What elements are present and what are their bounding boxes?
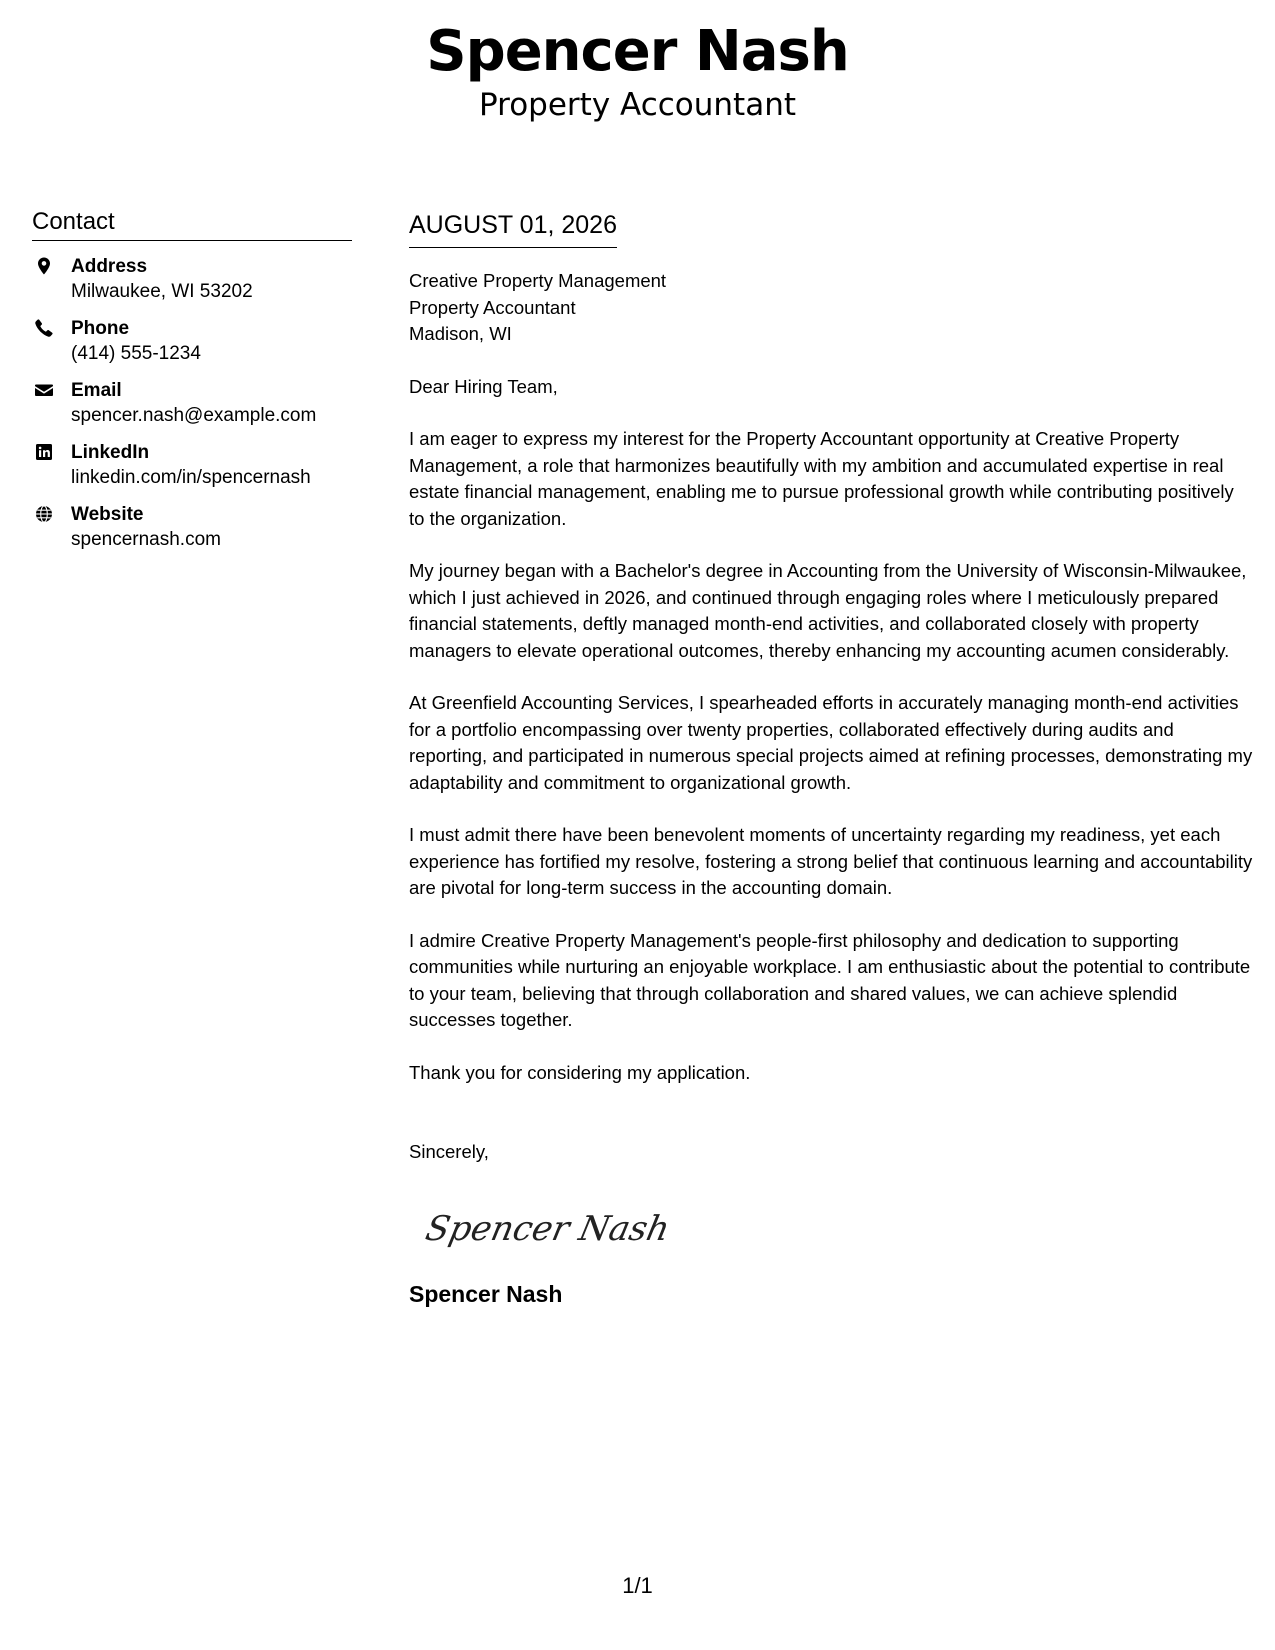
applicant-title: Property Accountant [479, 87, 796, 123]
contact-value: spencer.nash@example.com [71, 405, 317, 426]
letter-date: AUGUST 01, 2026 [409, 210, 617, 248]
letter-body [409, 210, 1254, 1308]
letter-header [0, 18, 1275, 124]
contact-label: LinkedIn [71, 442, 150, 463]
contact-value: (414) 555-1234 [71, 343, 201, 364]
contact-sidebar [32, 208, 352, 552]
paragraph: My journey began with a Bachelor's degree in Accounting from the University of Wisconsin-Milwaukee, which I just achieved in 2026, and continued through engaging roles where I meticulously prepared financial statements, deftly managed month-end activities, and collaborated closely with property managers to elevate operational outcomes, thereby enhancing my accounting acumen considerably. [409, 560, 1247, 661]
contact-label: Address [71, 256, 148, 277]
paragraph: At Greenfield Accounting Services, I spearheaded efforts in accurately managing month-end activities for a portfolio encompassing over twenty properties, collaborated effectively during audits and reporting, and participated in numerous special projects aimed at refining processes, demonstrating my adaptability and commitment to organizational growth. [409, 692, 1253, 793]
contact-heading: Contact [32, 208, 352, 241]
paragraph: I am eager to express my interest for the Property Accountant opportunity at Creative Property Management, a role that harmonizes beautifully with my ambition and accumulated expertise in real estate financial management, enabling me to pursue professional growth while contributing positively to the organization. [409, 428, 1234, 529]
recipient-block [409, 268, 1254, 348]
contact-label: Email [71, 380, 122, 401]
recipient-location: Madison, WI [409, 323, 512, 344]
contact-value: Milwaukee, WI 53202 [71, 281, 253, 302]
recipient-position: Property Accountant [409, 296, 576, 318]
recipient-company: Creative Property Management [409, 270, 667, 291]
envelope-icon [34, 380, 54, 400]
paragraph: Thank you for considering my application. [409, 1061, 751, 1083]
contact-item-email [32, 378, 352, 428]
signature-text: Spencer Nash [422, 1208, 674, 1249]
location-pin-icon [34, 256, 54, 276]
handwritten-signature [422, 1198, 1254, 1258]
globe-icon [34, 504, 54, 524]
contact-item-phone [32, 316, 352, 366]
page-indicator: 1/1 [622, 1573, 653, 1598]
contact-label: Phone [71, 318, 130, 339]
phone-icon [34, 318, 54, 338]
applicant-name: Spencer Nash [426, 19, 849, 84]
paragraph: I must admit there have been benevolent moments of uncertainty regarding my readiness, yet each experience has fortified my resolve, fostering a strong belief that continuous learning and accountability are pivotal for long-term success in the accounting domain. [409, 824, 1253, 898]
closing: Sincerely, [409, 1141, 489, 1162]
signer-name: Spencer Nash [409, 1280, 563, 1307]
contact-value: linkedin.com/in/spencernash [71, 467, 311, 488]
contact-item-linkedin [32, 440, 352, 490]
salutation: Dear Hiring Team, [409, 375, 558, 397]
contact-label: Website [71, 504, 144, 525]
contact-item-website [32, 502, 352, 552]
linkedin-icon [34, 442, 54, 462]
contact-item-address [32, 254, 352, 304]
paragraph: I admire Creative Property Management's people-first philosophy and dedication to supporting communities while nurturing an enjoyable workplace. I am enthusiastic about the potential to contribute to your team, believing that through collaboration and shared values, we can achieve splendid successes together. [409, 929, 1251, 1030]
letter-content [409, 374, 1254, 1087]
contact-value: spencernash.com [71, 529, 221, 550]
